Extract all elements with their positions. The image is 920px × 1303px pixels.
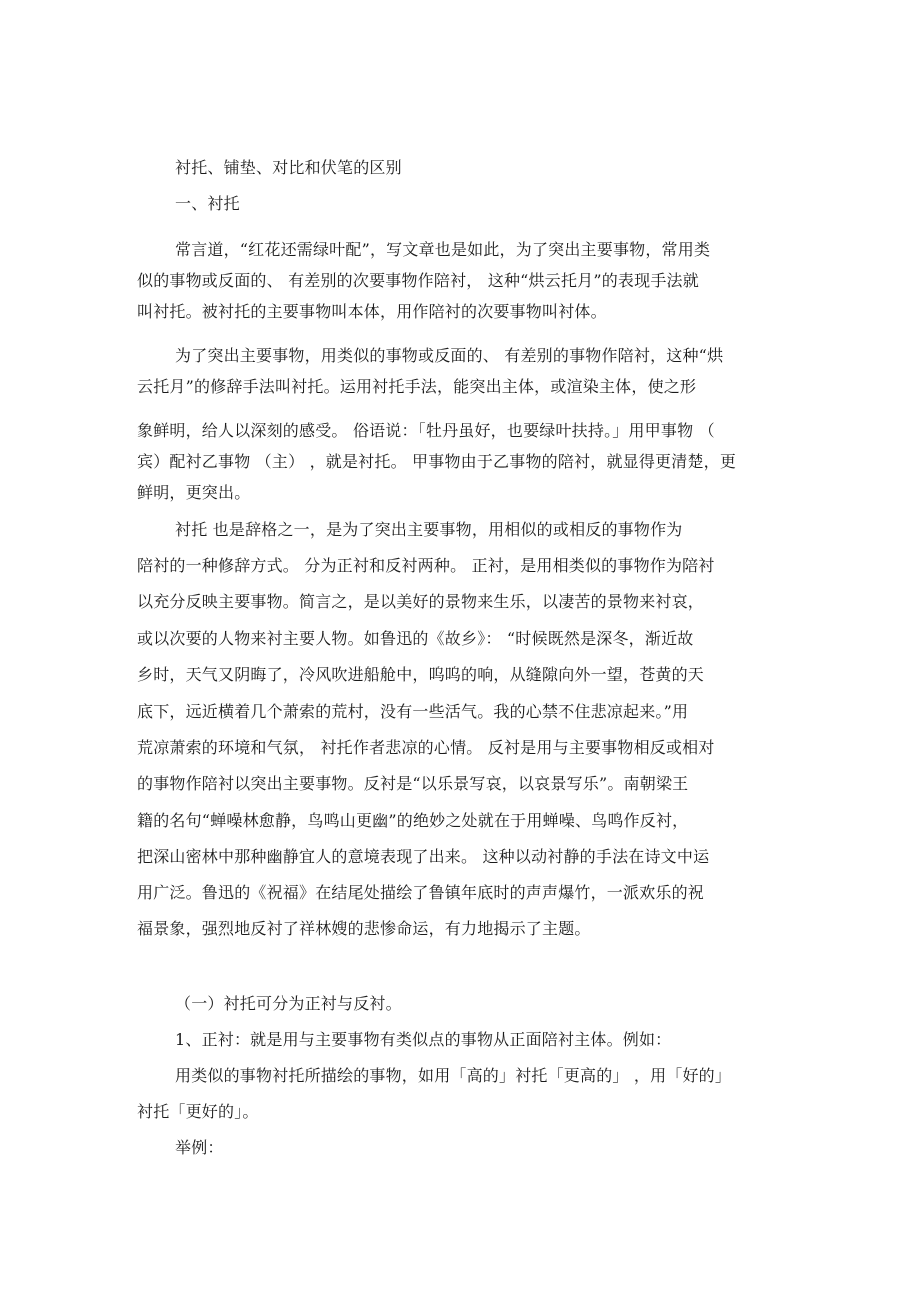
section-heading: 一、衬托 xyxy=(175,194,240,213)
paragraph-line: 衬托 也是辞格之一，是为了突出主要事物，用相似的或相反的事物作为 xyxy=(175,520,683,539)
paragraph-line: 用广泛。鲁迅的《祝福》在结尾处描绘了鲁镇年底时的声声爆竹，一派欢乐的祝 xyxy=(137,883,705,902)
paragraph-line: 象鲜明，给人以深刻的感受。 俗语说：「牡丹虽好，也要绿叶扶持。」用甲事物 （ xyxy=(137,421,715,440)
document-title: 衬托、铺垫、对比和伏笔的区别 xyxy=(175,158,402,177)
list-item: 1、正衬：就是用与主要事物有类似点的事物从正面陪衬主体。例如： xyxy=(175,1030,672,1049)
paragraph-line: 为了突出主要事物，用类似的事物或反面的、 有差别的事物作陪衬，这种“烘 xyxy=(175,346,724,365)
paragraph-line: 或以次要的人物来衬主要人物。如鲁迅的《故乡》： “时候既然是深冬，渐近故 xyxy=(137,629,694,648)
subsection-heading: （一）衬托可分为正衬与反衬。 xyxy=(175,994,402,1013)
paragraph-line: 的事物作陪衬以突出主要事物。反衬是“以乐景写哀，以哀景写乐”。南朝梁王 xyxy=(137,774,689,793)
paragraph-line: 乡时，天气又阴晦了，冷风吹进船舱中，呜呜的响，从缝隙向外一望，苍黄的天 xyxy=(137,665,705,684)
paragraph-line: 以充分反映主要事物。简言之，是以美好的景物来生乐，以凄苦的景物来衬哀， xyxy=(137,592,705,611)
paragraph-line: 似的事物或反面的、 有差别的次要事物作陪衬， 这种“烘云托月”的表现手法就 xyxy=(137,271,699,290)
paragraph-line: 常言道，“红花还需绿叶配”，写文章也是如此，为了突出主要事物，常用类 xyxy=(175,240,711,259)
paragraph-line: 用类似的事物衬托所描绘的事物，如用「高的」衬托「更高的」 ，用「好的」 xyxy=(175,1066,732,1085)
paragraph-line: 鲜明，更突出。 xyxy=(137,483,251,502)
paragraph-line: 陪衬的一种修辞方式。 分为正衬和反衬两种。 正衬，是用相类似的事物作为陪衬 xyxy=(137,556,715,575)
paragraph-line: 福景象，强烈地反衬了祥林嫂的悲惨命运，有力地揭示了主题。 xyxy=(137,919,591,938)
paragraph-line: 云托月”的修辞手法叫衬托。运用衬托手法，能突出主体，或渲染主体，使之形 xyxy=(137,377,697,396)
example-label: 举例： xyxy=(175,1138,224,1157)
paragraph-line: 底下，远近横着几个萧索的荒村，没有一些活气。我的心禁不住悲凉起来。”用 xyxy=(137,702,689,721)
paragraph-line: 衬托「更好的」。 xyxy=(137,1102,259,1121)
paragraph-line: 宾）配衬乙事物 （主） ，就是衬托。 甲事物由于乙事物的陪衬，就显得更清楚，更 xyxy=(137,452,737,471)
paragraph-line: 籍的名句“蝉噪林愈静，鸟鸣山更幽”的绝妙之处就在于用蝉噪、鸟鸣作反衬， xyxy=(137,811,689,830)
paragraph-line: 叫衬托。被衬托的主要事物叫本体，用作陪衬的次要事物叫衬体。 xyxy=(137,302,607,321)
paragraph-line: 荒凉萧索的环境和气氛， 衬托作者悲凉的心情。 反衬是用与主要事物相反或相对 xyxy=(137,738,715,757)
paragraph-line: 把深山密林中那种幽静宜人的意境表现了出来。 这种以动衬静的手法在诗文中运 xyxy=(137,847,710,866)
